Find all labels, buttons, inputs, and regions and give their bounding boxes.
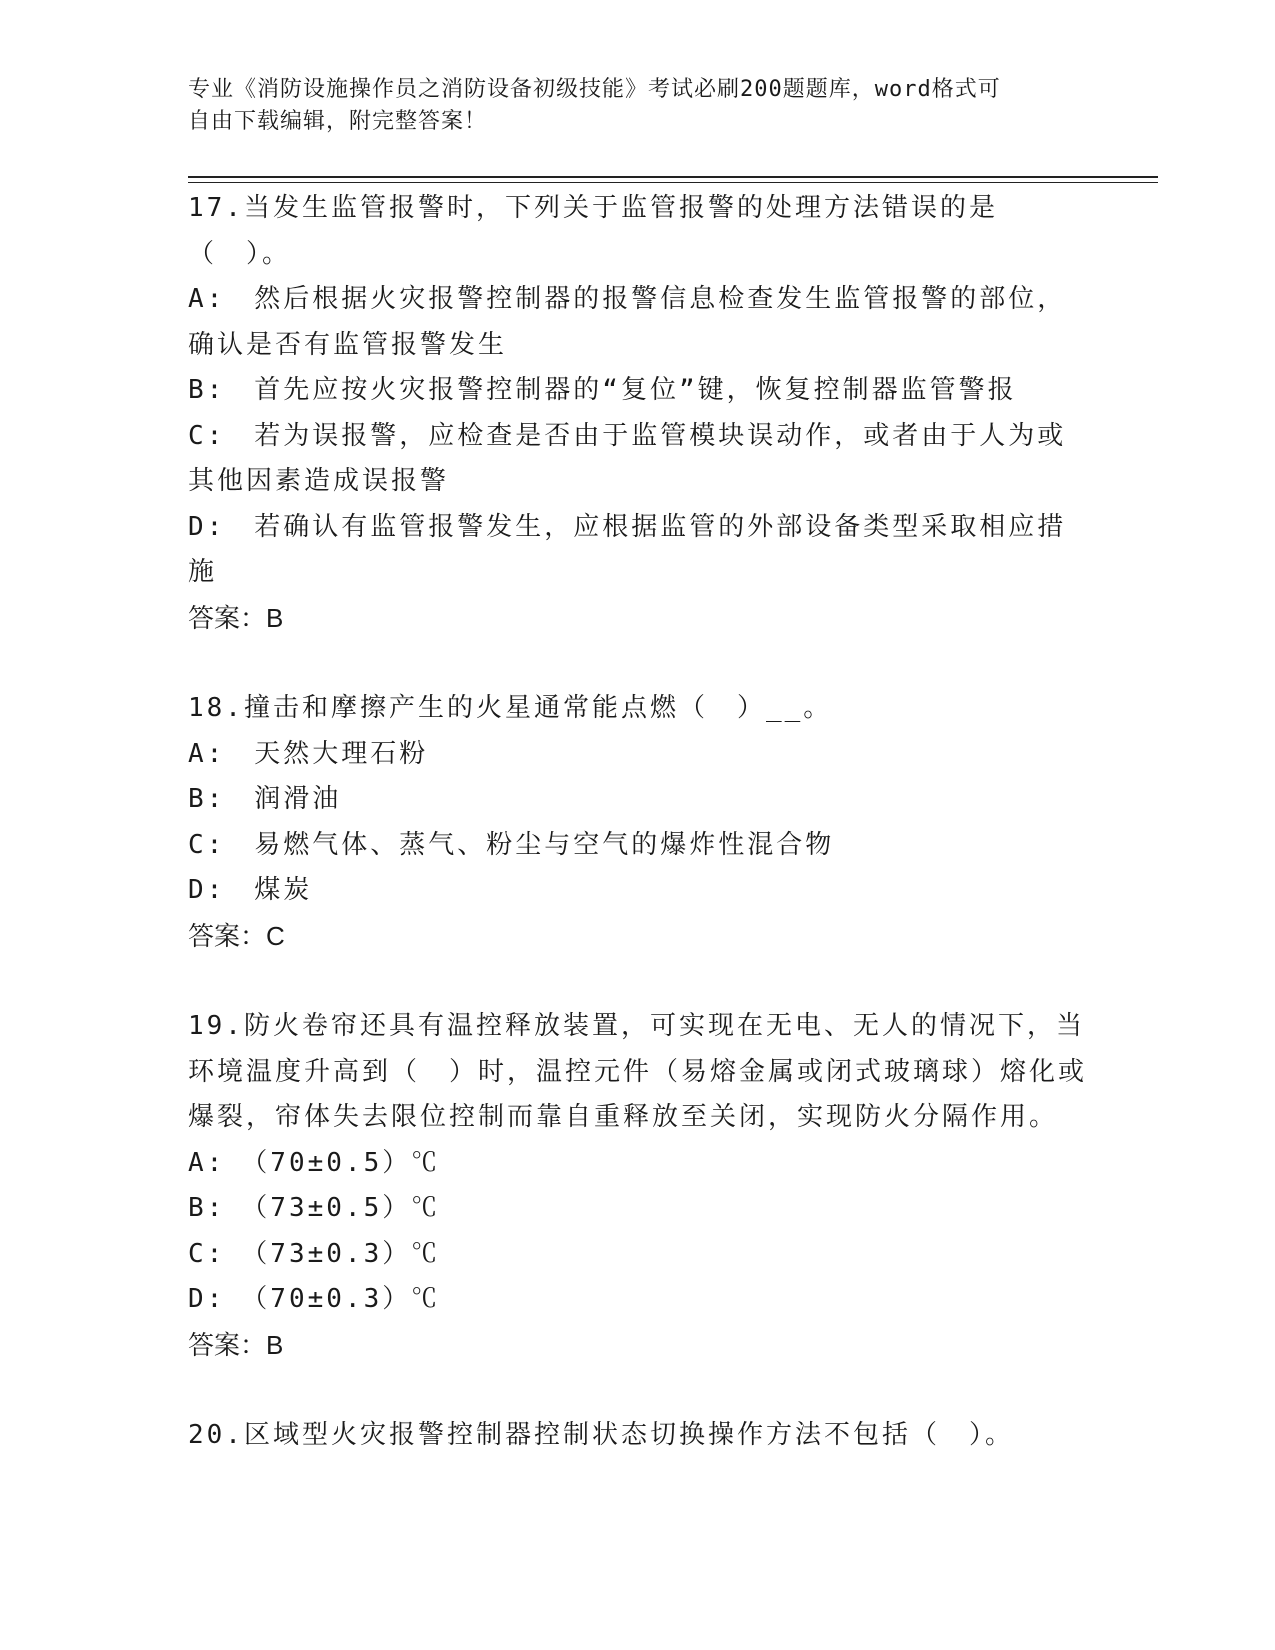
- answer: 答案：B: [188, 1329, 284, 1360]
- question-17: [188, 186, 1088, 641]
- option-c: C: 易燃气体、蒸气、粉尘与空气的爆炸性混合物: [188, 829, 835, 860]
- option-b: B: 润滑油: [188, 784, 342, 814]
- answer: 答案：C: [188, 920, 285, 951]
- question-20: [188, 1413, 1088, 1459]
- option-d: D: 煤炭: [188, 875, 313, 905]
- option-d: D: （70±0.3）℃: [188, 1284, 441, 1314]
- option-a: A: （70±0.5）℃: [188, 1147, 441, 1178]
- option-a: A: 天然大理石粉: [188, 738, 429, 769]
- document-header: [188, 74, 1068, 138]
- header-divider-thin: [188, 182, 1158, 183]
- header-divider: [188, 176, 1158, 178]
- answer: 答案：B: [188, 602, 284, 633]
- option-c: C: 若为误报警，应检查是否由于监管模块误动作，或者由于人为或其他因素造成误报警: [188, 420, 1067, 496]
- question-stem: 20.区域型火灾报警控制器控制状态切换操作方法不包括（ ）。: [188, 1420, 1014, 1450]
- header-line-2: 自由下载编辑，附完整答案！: [188, 109, 488, 134]
- option-b: B: 首先应按火灾报警控制器的“复位”键，恢复控制器监管警报: [188, 375, 1017, 405]
- question-stem: 17.当发生监管报警时，下列关于监管报警的处理方法错误的是（ ）。: [188, 193, 998, 269]
- question-18: [188, 686, 1088, 959]
- option-b: B: （73±0.5）℃: [188, 1193, 441, 1223]
- option-d: D: 若确认有监管报警发生，应根据监管的外部设备类型采取相应措施: [188, 511, 1067, 587]
- question-19: [188, 1004, 1088, 1368]
- question-stem: 19.防火卷帘还具有温控释放装置，可实现在无电、无人的情况下，当环境温度升高到（ ）时，温控元件（易熔金属或闭式玻璃球）熔化或爆裂，帘体失去限位控制而靠自重释放至关闭，实现防火分隔作用。: [188, 1011, 1088, 1132]
- option-c: C: （73±0.3）℃: [188, 1238, 441, 1269]
- question-list: [188, 186, 1088, 1504]
- option-a: A: 然后根据火灾报警控制器的报警信息检查发生监管报警的部位，确认是否有监管报警发生: [188, 284, 1067, 360]
- question-stem: 18.撞击和摩擦产生的火星通常能点燃（ ）__。: [188, 693, 833, 723]
- header-line-1: 专业《消防设施操作员之消防设备初级技能》考试必刷200题题库，word格式可: [188, 77, 1001, 102]
